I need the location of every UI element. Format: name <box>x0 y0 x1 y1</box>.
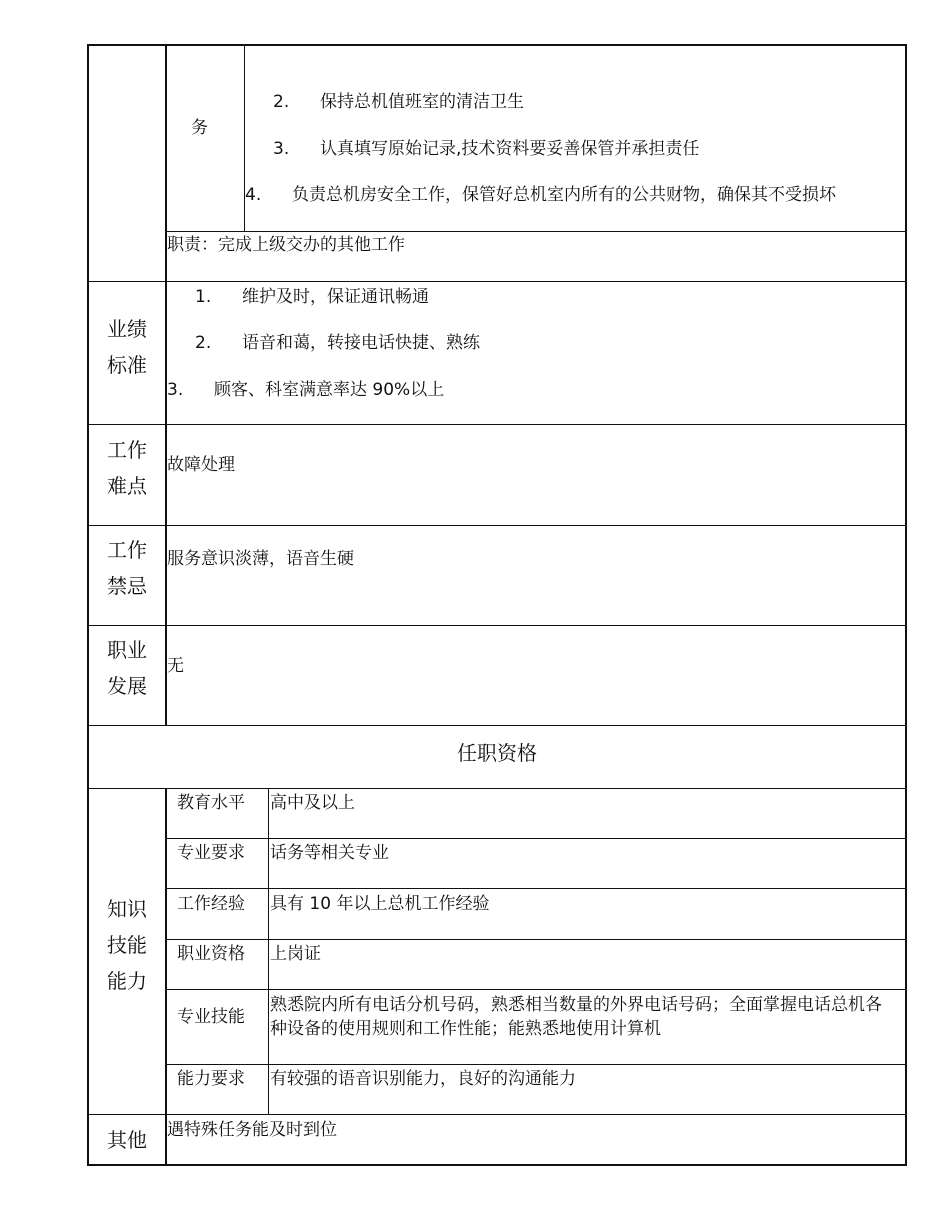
knowledge-row-key: 教育水平 <box>177 793 245 813</box>
knowledge-row-value: 熟悉院内所有电话分机号码，熟悉相当数量的外界电话号码；全面掌握电话总机各种设备的使用规则和工作性能；能熟悉地使用计算机 <box>270 995 882 1039</box>
performance-item-number: 2. <box>195 333 212 353</box>
career-text: 无 <box>167 656 184 676</box>
knowledge-row-divider <box>165 1064 906 1065</box>
table-border-top <box>87 44 907 46</box>
knowledge-row-key: 能力要求 <box>177 1069 245 1089</box>
knowledge-row-divider <box>165 989 906 990</box>
difficulty-label <box>88 432 166 504</box>
career-label-line2: 发展 <box>107 674 147 698</box>
duties-row-divider <box>165 231 906 232</box>
knowledge-row-value: 高中及以上 <box>270 793 355 813</box>
knowledge-row-divider <box>165 888 906 889</box>
duty-item-number: 4. <box>245 185 262 205</box>
duty-item-text: 认真填写原始记录,技术资料要妥善保管并承担责任 <box>320 139 700 159</box>
performance-item <box>167 379 444 401</box>
knowledge-row-key: 专业技能 <box>177 1007 245 1027</box>
section-divider <box>87 281 907 282</box>
performance-item-text: 顾客、科室满意率达 90%以上 <box>214 380 445 400</box>
performance-item <box>195 332 480 354</box>
career-label-line1: 职业 <box>107 638 147 662</box>
knowledge-row-value: 话务等相关专业 <box>270 843 389 863</box>
duty-item-number: 3. <box>273 139 290 159</box>
responsibility-text: 职责：完成上级交办的其他工作 <box>167 235 405 255</box>
duty-item-number: 2. <box>273 92 290 112</box>
performance-label-line2: 标准 <box>107 353 147 377</box>
knowledge-label-line2: 技能 <box>107 933 147 957</box>
difficulty-label-line2: 难点 <box>107 474 147 498</box>
section-divider <box>87 625 907 626</box>
performance-item-number: 3. <box>167 380 184 400</box>
qualification-header: 任职资格 <box>457 741 537 765</box>
other-label: 其他 <box>107 1128 147 1152</box>
knowledge-row-key: 工作经验 <box>177 894 245 914</box>
knowledge-row-value: 具有 10 年以上总机工作经验 <box>270 894 490 914</box>
duty-item-text: 保持总机值班室的清洁卫生 <box>320 92 524 112</box>
duty-item <box>273 138 699 160</box>
duty-item <box>245 184 836 206</box>
difficulty-text: 故障处理 <box>167 455 235 475</box>
knowledge-row-key: 职业资格 <box>177 944 245 964</box>
table-border-bottom <box>87 1164 907 1166</box>
performance-label <box>88 311 166 383</box>
performance-item-number: 1. <box>195 287 212 307</box>
knowledge-row-divider <box>165 838 906 839</box>
section-divider <box>87 424 907 425</box>
knowledge-row-value: 有较强的语音识别能力，良好的沟通能力 <box>270 1069 576 1089</box>
taboo-label-line2: 禁忌 <box>107 574 147 598</box>
performance-item-text: 维护及时，保证通讯畅通 <box>242 287 429 307</box>
knowledge-row-key: 专业要求 <box>177 843 245 863</box>
performance-item <box>195 286 429 308</box>
table-border-right <box>905 44 907 1166</box>
performance-item-text: 语音和蔼，转接电话快捷、熟练 <box>242 333 480 353</box>
duty-item <box>273 91 524 113</box>
knowledge-label-line1: 知识 <box>107 897 147 921</box>
duty-item-text: 负责总机房安全工作，保管好总机室内所有的公共财物，确保其不受损坏 <box>292 185 836 205</box>
taboo-label <box>88 532 166 604</box>
section-divider <box>87 725 907 726</box>
taboo-text: 服务意识淡薄，语音生硬 <box>167 549 354 569</box>
difficulty-label-line1: 工作 <box>107 438 147 462</box>
section-divider <box>87 788 907 789</box>
knowledge-label <box>88 891 166 999</box>
performance-label-line1: 业绩 <box>107 317 147 341</box>
knowledge-label-line3: 能力 <box>107 969 147 993</box>
knowledge-row-divider <box>87 1114 907 1115</box>
career-label <box>88 632 166 704</box>
taboo-label-line1: 工作 <box>107 538 147 562</box>
knowledge-row-divider <box>165 939 906 940</box>
knowledge-row-value: 上岗证 <box>270 944 321 964</box>
other-text: 遇特殊任务能及时到位 <box>167 1120 337 1140</box>
duties-label-fragment: 务 <box>191 118 208 138</box>
section-divider <box>87 525 907 526</box>
